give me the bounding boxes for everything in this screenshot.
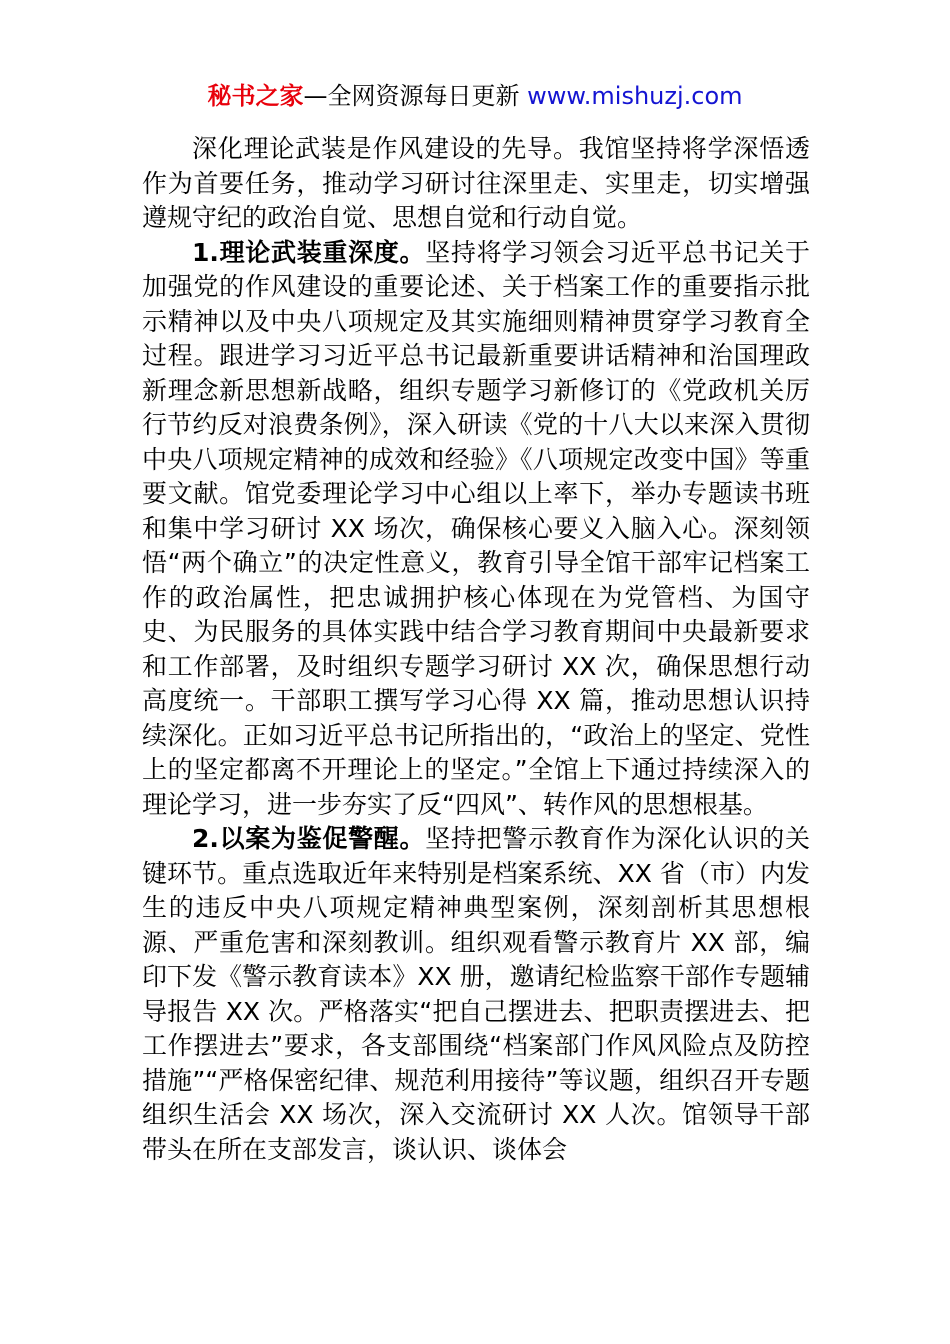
section-heading: 2.以案为鉴促警醒。 xyxy=(192,824,426,853)
section-heading: 1.理论武装重深度。 xyxy=(192,237,426,267)
document-body xyxy=(142,132,810,1167)
site-tagline: —全网资源每日更新 xyxy=(303,82,528,110)
site-url-link[interactable]: www.mishuzj.com xyxy=(527,82,743,110)
paragraph-text: 深化理论武装是作风建设的先导。我馆坚持将学深悟透作为首要任务，推动学习研讨往深里走、实里走，切实增强遵规守纪的政治自觉、思想自觉和行动自觉。 xyxy=(142,134,810,232)
paragraph-text: 坚持将学习领会习近平总书记关于加强党的作风建设的重要论述、关于档案工作的重要指示批示精神以及中央八项规定及其实施细则精神贯穿学习教育全过程。跟进学习习近平总书记最新重要讲话精神和治国理政新理念新思想新战略，组织专题学习新修订的《党政机关厉行节约反对浪费条例》，深入研读《党的十八大以来深入贯彻中央八项规定精神的成效和经验》《八项规定改变中国》等重要文献。馆党委理论学习中心组以上率下，举办专题读书班和集中学习研讨 XX 场次，确保核心要义入脑入心。深刻领悟“两个确立”的决定性意义，教育引导全馆干部牢记档案工作的政治属性，把忠诚拥护核心体现在为党管档、为国守史、为民服务的具体实践中结合学习教育期间中央最新要求和工作部署，及时组织专题学习研讨 XX 次，确保思想行动高度统一。干部职工撰写学习心得 XX 篇，推动思想认识持续深化。正如习近平总书记所指出的，“政治上的坚定、党性上的坚定都离不开理论上的坚定。”全馆上下通过持续深入的理论学习，进一步夯实了反“四风”、转作风的思想根基。 xyxy=(142,237,810,819)
site-header xyxy=(0,80,950,112)
paragraph-section-1 xyxy=(142,236,810,823)
site-brand: 秘书之家 xyxy=(207,82,304,110)
paragraph-intro xyxy=(142,132,810,236)
paragraph-section-2 xyxy=(142,822,810,1167)
paragraph-text: 坚持把警示教育作为深化认识的关键环节。重点选取近年来特别是档案系统、XX 省（市）内发生的违反中央八项规定精神典型案例，深刻剖析其思想根源、严重危害和深刻教训。组织观看警示教育片 XX 部，编印下发《警示教育读本》XX 册，邀请纪检监察干部作专题辅导报告 XX 次。严格落实“把自己摆进去、把职责摆进去、把工作摆进去”要求，各支部围绕“档案部门作风风险点及防控措施”“严格保密纪律、规范利用接待”等议题，组织召开专题组织生活会 XX 场次，深入交流研讨 XX 人次。馆领导干部带头在所在支部发言，谈认识、谈体会 xyxy=(142,824,810,1164)
